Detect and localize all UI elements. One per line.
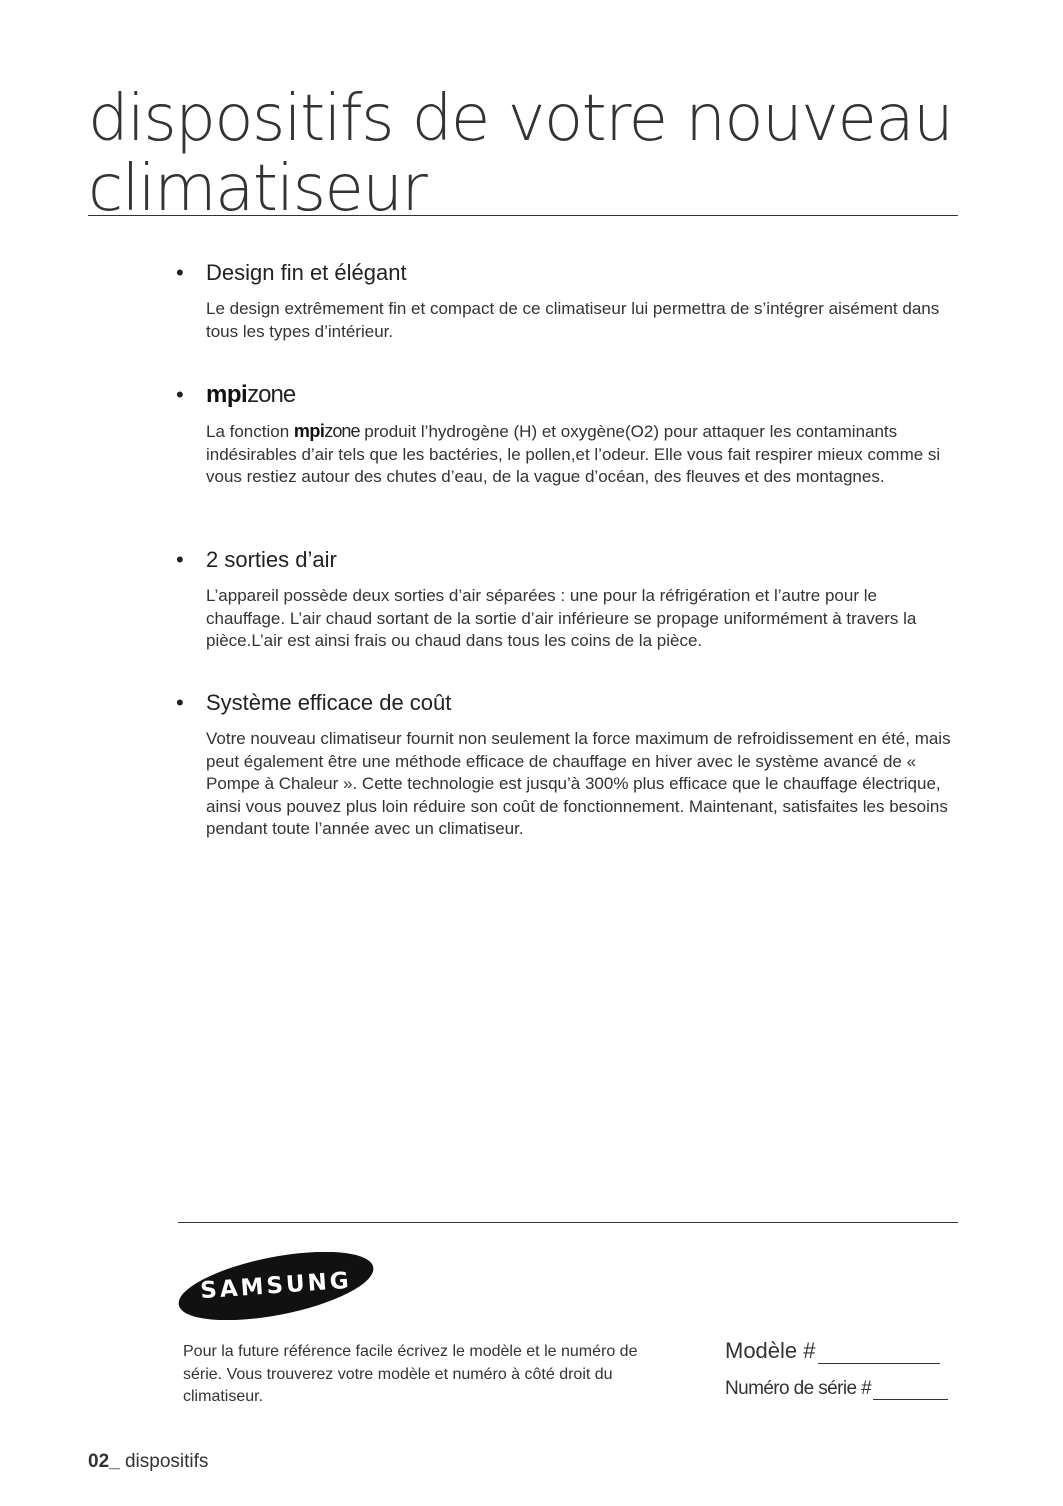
page-section-label: dispositifs [124,1451,209,1472]
section-title: Design fin et élégant [206,260,407,285]
feature-section-air-outlets [176,545,966,653]
section-title: Système efficace de coût [206,690,452,715]
footer-divider [178,1222,958,1223]
mpizone-logo-bold: mpi [206,381,248,408]
brand-wordmark: SAMSUNG [199,1267,353,1305]
section-body: L’appareil possède deux sorties d’air séparées : une pour la réfrigération et l’autre pour le chauffage. L’air chaud sortant de la sortie d’air inférieure se propage uniformément à travers la pièce.L’air est ainsi frais ou chaud dans tous les coins de la pièce. [206,586,917,650]
mpizone-inline-logo [294,420,360,443]
serial-number-blank[interactable] [873,1375,948,1400]
section-title: 2 sorties d’air [206,547,337,572]
model-number-field[interactable] [725,1337,940,1364]
section-body-text: produit l’hydrogène (H) et oxygène(O2) pour attaquer les contaminants indésirables d’air tels que les bactéries, le pollen,et l’odeur. Elle vous fait respirer mieux comme si vous restiez autour des chutes d’eau, de la vague d’océan, des fleuves et des montagnes. [206,422,941,486]
page-title: dispositifs de votre nouveau climatiseur [88,82,953,226]
bullet-icon: • [176,547,184,572]
serial-number-label: Numéro de série # [725,1378,872,1399]
section-body [206,420,958,489]
feature-section-design [176,258,966,343]
mpizone-inline-bold: mpi [293,421,325,441]
serial-number-field[interactable] [725,1375,948,1400]
title-divider [88,215,958,216]
model-number-label: Modèle # [725,1338,816,1363]
mpizone-logo [206,381,295,409]
bullet-icon: • [176,260,184,285]
feature-section-cost-efficiency [176,688,966,841]
section-body: Votre nouveau climatiseur fournit non seulement la force maximum de refroidissement en été, mais peut également être une méthode efficace de chauffage en hiver avec le système avancé de « Pompe à Chaleur ». Cette technologie est jusqu’à 300% plus efficace que le chauffage électrique, ainsi vous pouvez plus loin réduire son coût de fonctionnement. Maintenant, satisfaites les besoins pendant toute l’année avec un climatiseur. [206,729,951,838]
bullet-icon: • [176,690,184,715]
section-body-prefix: La fonction [206,422,294,441]
bullet-icon: • [176,382,184,407]
section-body: Le design extrêmement fin et compact de ce climatiseur lui permettra de s’intégrer aisément dans tous les types d’intérieur. [206,299,940,341]
feature-section-mpizone [176,380,966,489]
page-footer [88,1451,208,1473]
model-number-blank[interactable] [818,1337,940,1364]
mpizone-logo-light: zone [247,381,296,408]
reference-note: Pour la future référence facile écrivez le modèle et le numéro de série. Vous trouverez votre modèle et numéro à côté droit du climatiseur. [183,1343,638,1405]
mpizone-inline-light: zone [324,421,360,441]
page-number: 02_ [88,1451,120,1472]
